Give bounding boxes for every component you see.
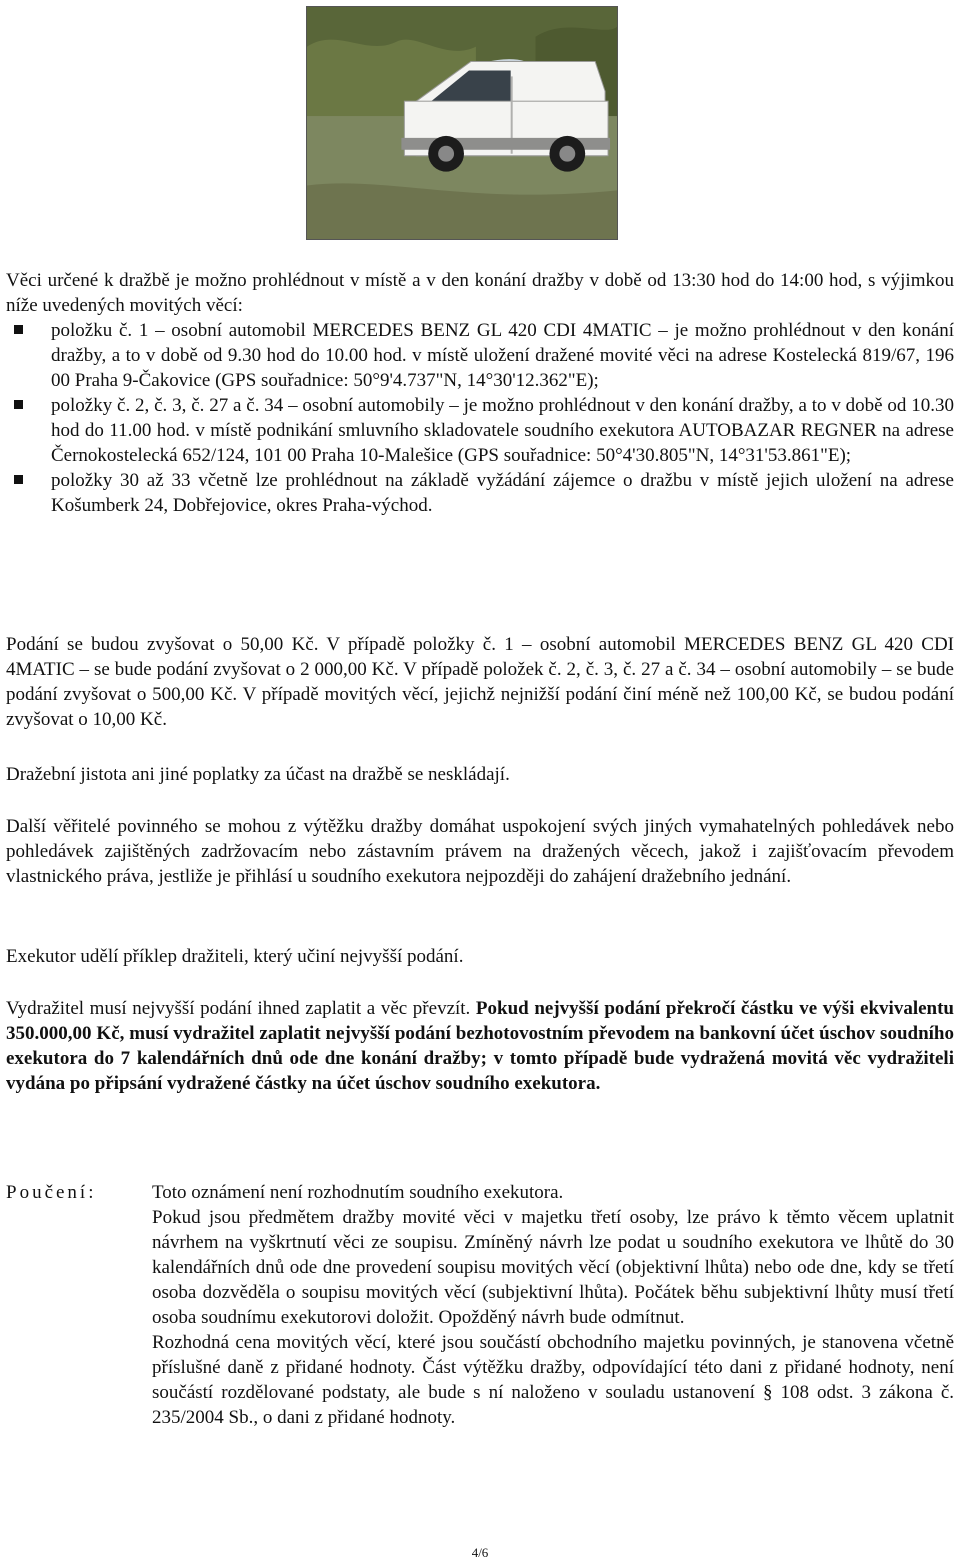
payment-bold: Pokud nejvyšší podání překročí částku ve výši ekvivalentu 350.000,00 Kč, musí vydražitel zaplatit nejvyšší podání bezhotovostním převodem na bankovní účet úschov soudního exekutora do 7 kalendářních dnů ode dne konání dražby; v tomto případě bude vydražená movitá věc vydražiteli vydána po připsání vydražené částky na účet úschov soudního exekutora. [6, 998, 955, 1094]
creditors-note: Další věřitelé povinného se mohou z výtěžku dražby domáhat uspokojení svých jiných vymahatelných pohledávek nebo pohledávek zajištěných zadržovacím nebo zástavním právem na dražených věcech, jakož i zajišťovacím převodem vlastnického práva, jestliže je přihlásí u soudního exekutora nejpozději do zahájení dražebního jednání. [6, 816, 954, 887]
viewing-list [6, 318, 954, 518]
payment-terms [6, 996, 954, 1096]
instruction-p1: Toto oznámení není rozhodnutím soudního exekutora. [152, 1182, 564, 1203]
list-item: položky č. 2, č. 3, č. 27 a č. 34 – osobní automobily – je možno prohlédnout v den konání dražby, a to v době od 10.30 hod do 11.00 hod. v místě podnikání smluvního skladovatele soudního exekutora AUTOBAZAR REGNER na adrese Černokostelecká 652/124, 101 00 Praha 10-Malešice (GPS souřadnice: 50°4'30.805"N, 14°31'53.861"E); [6, 393, 954, 468]
instruction-body [152, 1180, 954, 1430]
bid-increments: Podání se budou zvyšovat o 50,00 Kč. V případě položky č. 1 – osobní automobil MERCEDES BENZ GL 420 CDI 4MATIC – se bude podání zvyšovat o 2 000,00 Kč. V případě položek č. 2, č. 3, č. 27 a č. 34 – osobní automobily – se bude podání zvyšovat o 500,00 Kč. V případě movitých věcí, jejichž nejnižší podání činí méně než 100,00 Kč, se budou podání zvyšovat o 10,00 Kč. [6, 634, 954, 730]
bullet-icon [14, 475, 23, 484]
list-item: položky 30 až 33 včetně lze prohlédnout na základě vyžádání zájemce o dražbu v místě jejich uložení na adrese Košumberk 24, Dobřejovice, okres Praha-východ. [6, 468, 954, 518]
deposit-note: Dražební jistota ani jiné poplatky za účast na dražbě se neskládají. [6, 764, 510, 785]
bullet-icon [14, 325, 23, 334]
bullet-icon [14, 400, 23, 409]
list-item: položku č. 1 – osobní automobil MERCEDES BENZ GL 420 CDI 4MATIC – je možno prohlédnout v den konání dražby, a to v době od 9.30 hod do 10.00 hod. v místě uložení dražené movité věci na adrese Kostelecká 819/67, 196 00 Praha 9-Čakovice (GPS souřadnice: 50°9'4.737"N, 14°30'12.362"E); [6, 318, 954, 393]
hammer-note: Exekutor udělí příklep dražiteli, který učiní nejvyšší podání. [6, 946, 464, 967]
instruction-label: Poučení: [6, 1182, 97, 1203]
van-photo-image [307, 7, 617, 239]
payment-normal: Vydražitel musí nejvyšší podání ihned zaplatit a věc převzít. [6, 998, 476, 1019]
page-number: 4/6 [471, 1545, 489, 1560]
viewing-intro: Věci určené k dražbě je možno prohlédnout v místě a v den konání dražby v době od 13:30 hod do 14:00 hod, s výjimkou níže uvedených movitých věcí: [6, 270, 954, 316]
viewing-section [6, 268, 954, 518]
instruction-p2: Pokud jsou předmětem dražby movité věci v majetku třetí osoby, lze právo k těmto věcem uplatnit návrhem na vyškrtnutí věci ze soupisu. Zmíněný návrh lze podat u soudního exekutora ve lhůtě do 30 kalendářních dnů ode dne provedení soupisu movitých věcí (objektivní lhůta) nebo ode dne, kdy se třetí osoba dozvěděla o soupisu movitých věcí (subjektivní lhůta). Počátek běhu subjektivní lhůty musí třetí osoba soudnímu exekutorovi doložit. Opožděný návrh bude odmítnut. [152, 1207, 954, 1328]
van-photo [306, 6, 618, 240]
instruction-p3: Rozhodná cena movitých věcí, které jsou součástí obchodního majetku povinných, je stanovena včetně příslušné daně z přidané hodnoty. Část výtěžku dražby, odpovídající této dani z přidané hodnoty, není součástí rozdělované podstaty, ale bude s ní naloženo v souladu ustanovení § 108 odst. 3 zákona č. 235/2004 Sb., o dani z přidané hodnoty. [152, 1332, 954, 1428]
